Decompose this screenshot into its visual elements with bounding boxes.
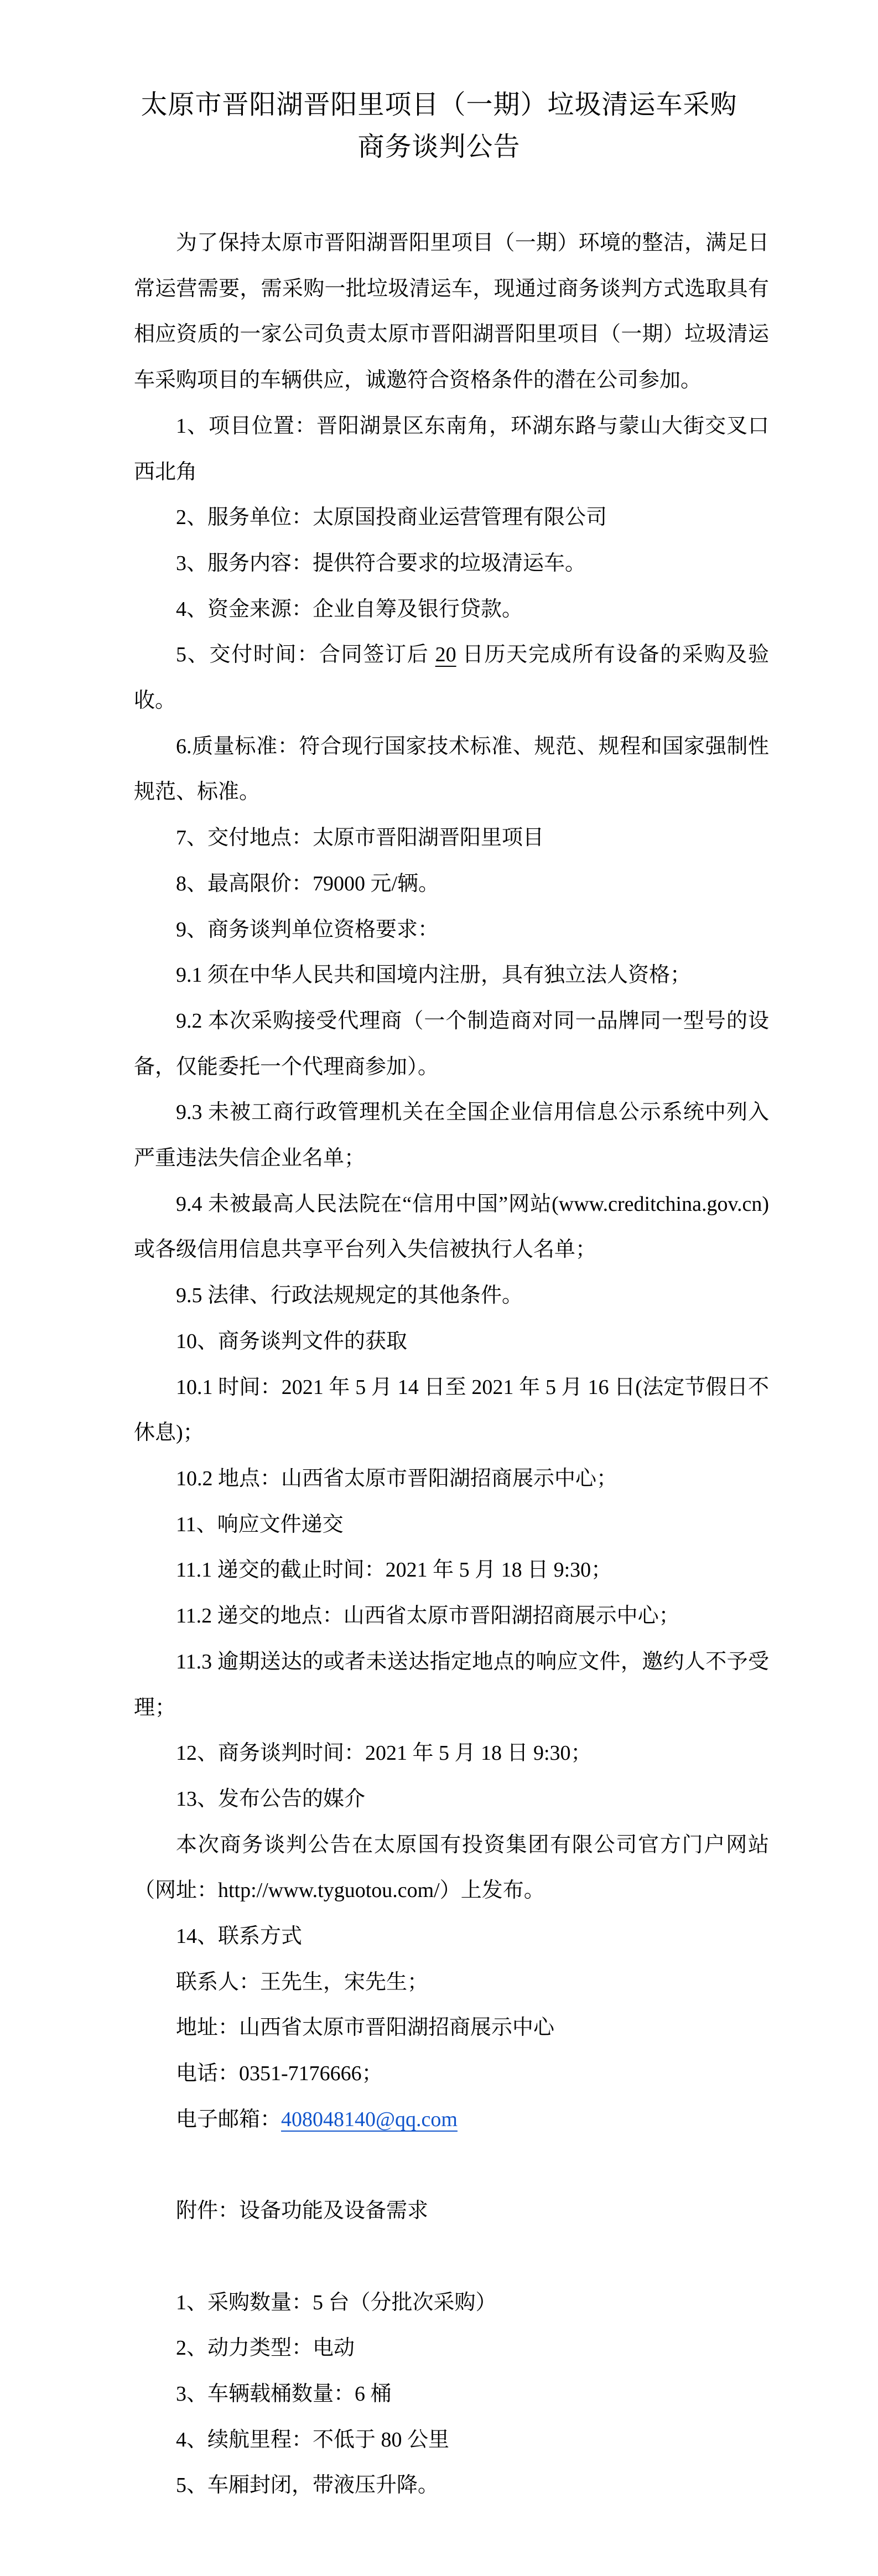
item-2-service-unit: [134, 495, 769, 541]
item-13-publish-info-text-0: 本次商务谈判公告在太原国有投资集团有限公司官方门户网站（网址：http://www.tyguotou.com/）上发布。: [134, 1833, 769, 1903]
item-13-media-heading: [134, 1776, 769, 1822]
item-11-2-place-text-0: 11.2 递交的地点：山西省太原市晋阳湖招商展示中心；: [176, 1604, 680, 1628]
spec-4-range-text-0: 4、续航里程：不低于 80 公里: [176, 2428, 450, 2451]
item-8-price-cap: [134, 861, 769, 907]
document-title-line-2: 商务谈判公告: [357, 132, 521, 162]
blank-line-2: [134, 2234, 769, 2280]
item-9-5-other-conditions: [134, 1273, 769, 1319]
intro-paragraph: [134, 220, 769, 403]
item-11-2-place: [134, 1593, 769, 1639]
item-10-2-place: [134, 1456, 769, 1502]
item-6-quality-standard-text-0: 6.质量标准：符合现行国家技术标准、规范、规程和国家强制性规范、标准。: [134, 734, 769, 804]
spec-5-enclosure-text-0: 5、车厢封闭，带液压升降。: [176, 2474, 439, 2497]
item-9-qualification-heading: [134, 907, 769, 953]
item-1-project-location-text-0: 1、项目位置：晋阳湖景区东南角，环湖东路与蒙山大街交叉口西北角: [134, 414, 769, 484]
spec-2-power-type-text-0: 2、动力类型：电动: [176, 2336, 355, 2360]
item-9-4-court-list: [134, 1181, 769, 1273]
contact-person: [134, 1960, 769, 2005]
item-14-contact-heading-text-0: 14、联系方式: [176, 1925, 303, 1948]
item-4-funding-source: [134, 587, 769, 633]
item-8-price-cap-text-0: 8、最高限价：79000 元/辆。: [176, 872, 440, 895]
item-13-media-heading-text-0: 13、发布公告的媒介: [176, 1787, 366, 1811]
item-10-document-obtain-heading: [134, 1319, 769, 1365]
item-5-delivery-time: [134, 632, 769, 723]
spec-3-bucket-count-text-0: 3、车辆载桶数量：6 桶: [176, 2382, 392, 2406]
item-10-1-time: [134, 1365, 769, 1456]
contact-email-text-0: 电子邮箱：: [176, 2107, 282, 2131]
item-4-funding-source-text-0: 4、资金来源：企业自筹及银行贷款。: [176, 597, 523, 621]
contact-email: [134, 2097, 769, 2143]
item-11-1-deadline-text-0: 11.1 递交的截止时间：2021 年 5 月 18 日 9:30；: [176, 1558, 612, 1582]
item-9-4-court-list-text-0: 9.4 未被最高人民法院在“信用中国”网站(www.creditchina.gov.cn)或各级信用信息共享平台列入失信被执行人名单；: [134, 1192, 769, 1262]
item-6-quality-standard: [134, 724, 769, 815]
contact-address: [134, 2005, 769, 2051]
item-9-3-credit-list-text-0: 9.3 未被工商行政管理机关在全国企业信用信息公示系统中列入严重违法失信企业名单；: [134, 1101, 769, 1170]
document-title-line-1: 太原市晋阳湖晋阳里项目（一期）垃圾清运车采购: [141, 90, 737, 120]
item-5-delivery-time-text-1: 20: [435, 643, 456, 667]
contact-phone: [134, 2051, 769, 2097]
item-12-negotiation-time: [134, 1730, 769, 1776]
spec-1-quantity: [134, 2280, 769, 2326]
item-11-3-late-delivery: [134, 1639, 769, 1730]
item-11-3-late-delivery-text-0: 11.3 逾期送达的或者未送达指定地点的响应文件，邀约人不予受理；: [134, 1650, 769, 1719]
item-3-service-content-text-0: 3、服务内容：提供符合要求的垃圾清运车。: [176, 551, 586, 575]
document-title: [0, 0, 878, 168]
item-3-service-content: [134, 541, 769, 587]
item-7-delivery-place: [134, 815, 769, 861]
blank-line-1: [134, 2143, 769, 2189]
item-9-2-agents: [134, 998, 769, 1090]
item-5-delivery-time-text-2: 日历天完成所有设备的采购及验收。: [134, 643, 769, 713]
item-9-5-other-conditions-text-0: 9.5 法律、行政法规规定的其他条件。: [176, 1284, 523, 1308]
spec-1-quantity-text-0: 1、采购数量：5 台（分批次采购）: [176, 2290, 497, 2314]
spec-5-enclosure: [134, 2463, 769, 2508]
item-7-delivery-place-text-0: 7、交付地点：太原市晋阳湖晋阳里项目: [176, 826, 544, 850]
item-13-publish-info: [134, 1822, 769, 1914]
item-10-2-place-text-0: 10.2 地点：山西省太原市晋阳湖招商展示中心；: [176, 1466, 618, 1490]
intro-paragraph-text-0: 为了保持太原市晋阳湖晋阳里项目（一期）环境的整洁，满足日常运营需要，需采购一批垃圾清运车，现通过商务谈判方式选取具有相应资质的一家公司负责太原市晋阳湖晋阳里项目（一期）垃圾清运车采购项目的车辆供应，诚邀符合资格条件的潜在公司参加。: [134, 231, 769, 392]
item-10-1-time-text-0: 10.1 时间：2021 年 5 月 14 日至 2021 年 5 月 16 日(法定节假日不休息)；: [134, 1375, 769, 1445]
item-9-1-registration: [134, 952, 769, 998]
item-11-1-deadline: [134, 1547, 769, 1593]
item-12-negotiation-time-text-0: 12、商务谈判时间：2021 年 5 月 18 日 9:30；: [176, 1741, 592, 1765]
item-11-response-heading-text-0: 11、响应文件递交: [176, 1512, 344, 1536]
item-10-document-obtain-heading-text-0: 10、商务谈判文件的获取: [176, 1329, 408, 1353]
item-1-project-location: [134, 403, 769, 495]
email-link[interactable]: 408048140@qq.com: [281, 2107, 458, 2131]
spec-2-power-type: [134, 2325, 769, 2371]
document-body: [134, 220, 769, 2508]
attachment-heading: [134, 2188, 769, 2234]
item-2-service-unit-text-0: 2、服务单位：太原国投商业运营管理有限公司: [176, 506, 607, 530]
contact-phone-text-0: 电话：0351-7176666；: [176, 2062, 383, 2086]
item-14-contact-heading: [134, 1914, 769, 1960]
attachment-heading-text-0: 附件：设备功能及设备需求: [176, 2199, 429, 2223]
contact-address-text-0: 地址：山西省太原市晋阳湖招商展示中心: [176, 2016, 555, 2040]
item-11-response-heading: [134, 1502, 769, 1548]
spec-4-range: [134, 2417, 769, 2463]
item-9-2-agents-text-0: 9.2 本次采购接受代理商（一个制造商对同一品牌同一型号的设备，仅能委托一个代理商参加）。: [134, 1009, 769, 1079]
item-5-delivery-time-text-0: 5、交付时间：合同签订后: [176, 643, 435, 667]
item-9-qualification-heading-text-0: 9、商务谈判单位资格要求：: [176, 918, 439, 941]
spec-3-bucket-count: [134, 2371, 769, 2417]
item-9-3-credit-list: [134, 1090, 769, 1181]
item-9-1-registration-text-0: 9.1 须在中华人民共和国境内注册，具有独立法人资格；: [176, 963, 692, 987]
contact-person-text-0: 联系人：王先生，宋先生；: [176, 1970, 429, 1994]
